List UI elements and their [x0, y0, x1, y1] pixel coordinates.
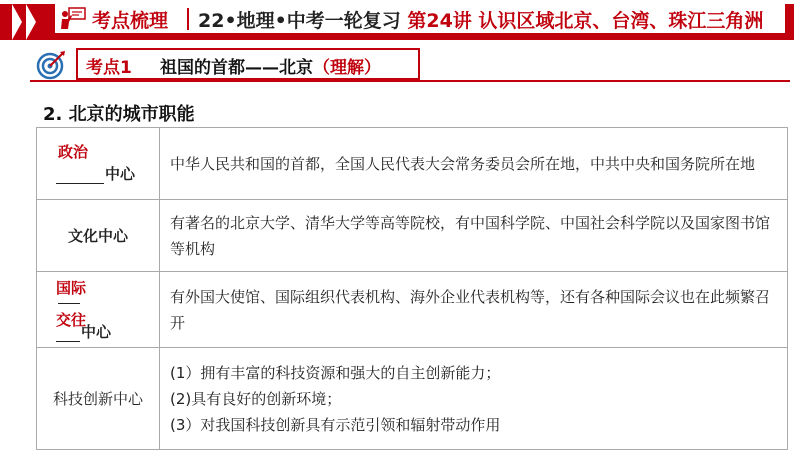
city-function-table: [36, 127, 788, 450]
section-label: 考点梳理: [92, 10, 169, 32]
kaodian-title: [160, 53, 381, 78]
header-bar: [0, 0, 794, 40]
row-content: 中华人民共和国的首都，全国人民代表大会常务委员会所在地，中共中央和国务院所在地: [160, 128, 788, 200]
table-row: [37, 200, 788, 272]
kaodian-box: [76, 48, 420, 80]
table-row: [37, 272, 788, 348]
row-label-politics: [37, 128, 160, 200]
kaodian-title-text: 祖国的首都——北京: [160, 58, 313, 78]
course-lesson-title: 第24讲 认识区域北京、台湾、珠江三角洲: [407, 10, 764, 32]
target-icon: [36, 50, 66, 80]
table-row: [37, 128, 788, 200]
chevron-icon: [40, 4, 50, 40]
section-divider: [30, 80, 790, 82]
kaodian-level: （理解）: [313, 58, 381, 78]
subheading: 2. 北京的城市职能: [43, 104, 195, 125]
answer-exchange: 交往: [56, 310, 87, 329]
label-suffix: 中心: [81, 322, 112, 341]
row-content-list: [160, 348, 788, 450]
course-prefix: 22•地理•中考一轮复习: [198, 10, 401, 32]
title-divider: [187, 8, 189, 30]
list-item: (2)具有良好的创新环境；: [170, 389, 342, 408]
list-item: (1）拥有丰富的科技资源和强大的自主创新能力；: [170, 363, 501, 382]
answer-politics: 政治: [58, 142, 89, 161]
table-row: [37, 348, 788, 450]
course-title: [198, 6, 763, 33]
row-content: 有著名的北京大学、清华大学等高等院校，有中国科学院、中国社会科学院以及国家图书馆等机构: [160, 200, 788, 272]
row-label-science: 科技创新中心: [37, 348, 160, 450]
chevron-icon: [12, 4, 22, 40]
row-label-culture: 文化中心: [37, 200, 160, 272]
answer-international: 国际: [56, 278, 87, 297]
list-item: (3）对我国科技创新具有示范引领和辐射带动作用: [170, 415, 501, 434]
row-content: 有外国大使馆、国际组织代表机构、海外企业代表机构等，还有各种国际会议也在此频繁召开: [160, 272, 788, 348]
label-suffix: 中心: [105, 164, 136, 183]
chevron-icon: [26, 4, 36, 40]
teacher-board-icon: [60, 5, 86, 31]
kaodian-number: 考点1: [86, 58, 132, 78]
row-label-international: [37, 272, 160, 348]
